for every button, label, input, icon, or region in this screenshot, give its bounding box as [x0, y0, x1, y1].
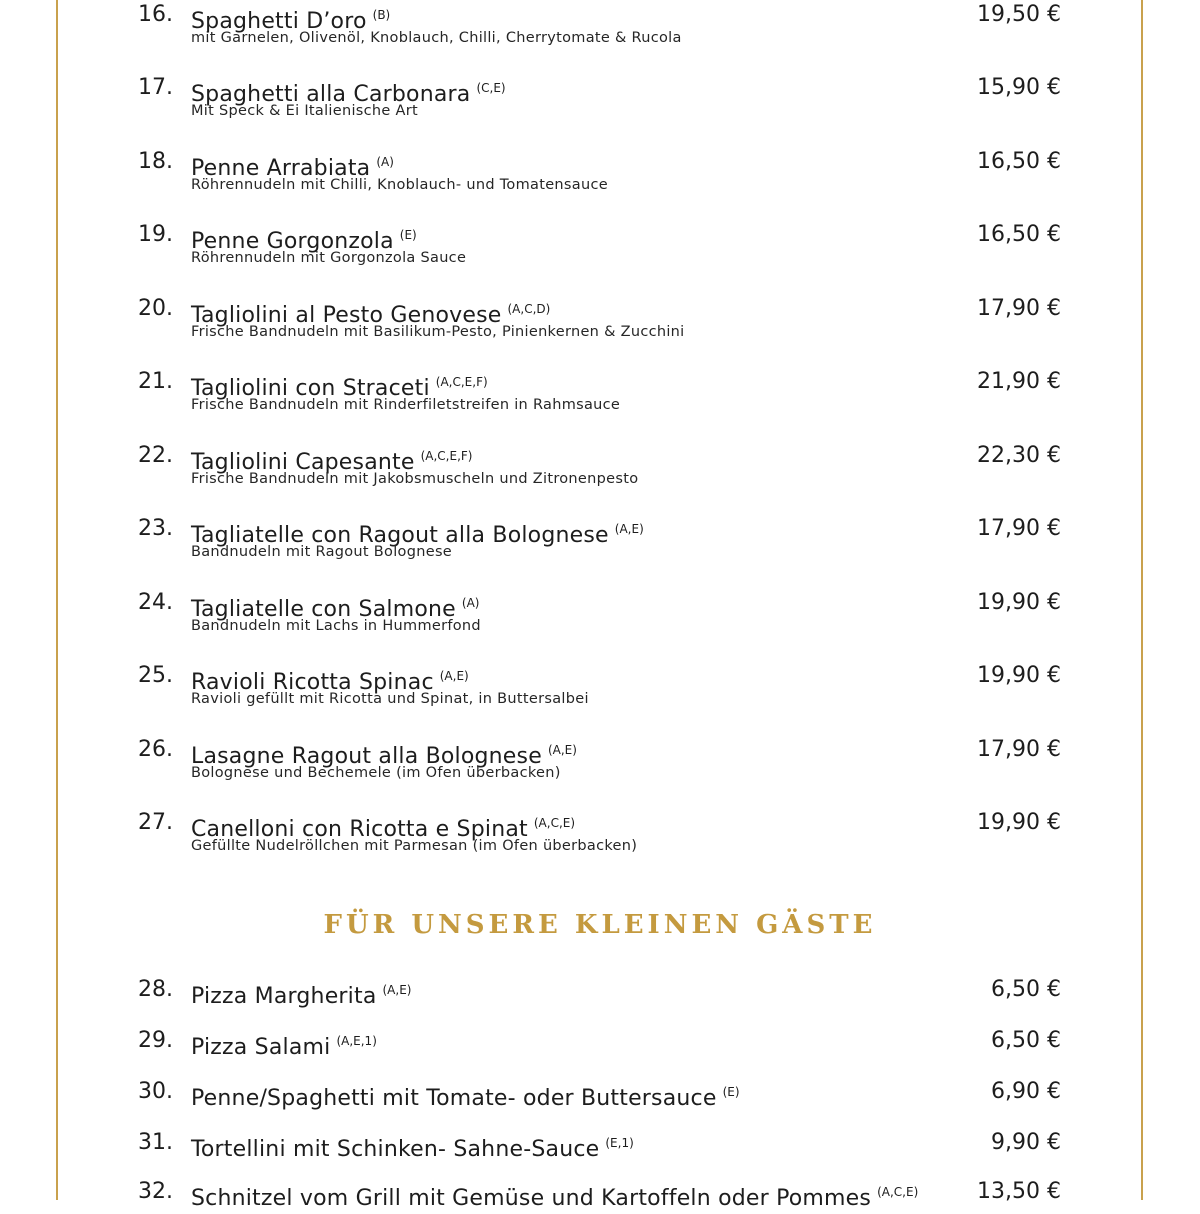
item-name-text: Pizza Margherita: [191, 984, 377, 1009]
item-number: 21.: [138, 369, 173, 394]
item-price: 16,50 €: [977, 222, 1061, 247]
item-number: 20.: [138, 296, 173, 321]
item-number: 31.: [138, 1130, 173, 1155]
item-price: 19,90 €: [977, 810, 1061, 835]
item-name-text: Penne Arrabiata: [191, 156, 371, 181]
item-name-text: Tagliatelle con Salmone: [191, 597, 456, 622]
item-description: Ravioli gefüllt mit Ricotta und Spinat, in Buttersalbei: [191, 691, 589, 707]
item-name-text: Tagliatelle con Ragout alla Bolognese: [191, 523, 609, 548]
item-price: 17,90 €: [977, 516, 1061, 541]
item-allergens: (A,C,E): [533, 816, 576, 830]
item-price: 17,90 €: [977, 296, 1061, 321]
item-description: Röhrennudeln mit Gorgonzola Sauce: [191, 250, 467, 266]
item-number: 32.: [138, 1179, 173, 1204]
item-price: 6,50 €: [991, 977, 1061, 1002]
item-name-text: Tagliolini al Pesto Genovese: [191, 303, 502, 328]
item-name-text: Spaghetti alla Carbonara: [191, 82, 471, 107]
item-allergens: (A,C,E,F): [435, 375, 488, 389]
item-number: 18.: [138, 149, 173, 174]
item-allergens: (C,E): [476, 81, 506, 95]
item-name-text: Tortellini mit Schinken- Sahne-Sauce: [191, 1137, 600, 1162]
item-description: Mit Speck & Ei Italienische Art: [191, 103, 419, 119]
item-number: 30.: [138, 1079, 173, 1104]
item-allergens: (A): [461, 596, 480, 610]
item-name: [191, 1077, 740, 1114]
item-price: 19,90 €: [977, 663, 1061, 688]
item-name: [191, 1026, 377, 1063]
item-number: 29.: [138, 1028, 173, 1053]
item-number: 25.: [138, 663, 173, 688]
item-number: 17.: [138, 75, 173, 100]
item-name-text: Tagliolini con Straceti: [191, 376, 430, 401]
item-price: 9,90 €: [991, 1130, 1061, 1155]
item-number: 26.: [138, 737, 173, 762]
item-number: 22.: [138, 443, 173, 468]
item-allergens: (A,C,E,F): [420, 449, 473, 463]
item-name-text: Tagliolini Capesante: [191, 450, 415, 475]
item-allergens: (A,E): [439, 669, 469, 683]
item-allergens: (A,C,D): [507, 302, 551, 316]
item-allergens: (A,E): [382, 983, 412, 997]
item-price: 21,90 €: [977, 369, 1061, 394]
item-name-text: Canelloni con Ricotta e Spinat: [191, 817, 528, 842]
item-description: Gefüllte Nudelröllchen mit Parmesan (im Ofen überbacken): [191, 838, 638, 854]
item-allergens: (A,E): [614, 522, 644, 536]
item-name-text: Ravioli Ricotta Spinac: [191, 670, 434, 695]
menu-frame-right-border: [1141, 0, 1143, 1200]
item-number: 19.: [138, 222, 173, 247]
item-price: 15,90 €: [977, 75, 1061, 100]
item-price: 13,50 €: [977, 1179, 1061, 1204]
item-price: 6,50 €: [991, 1028, 1061, 1053]
item-description: Frische Bandnudeln mit Rinderfiletstreifen in Rahmsauce: [191, 397, 621, 413]
item-name: [191, 1128, 634, 1165]
item-allergens: (E): [722, 1085, 740, 1099]
section-title-kids: FÜR UNSERE KLEINEN GÄSTE: [323, 910, 877, 940]
item-allergens: (A,C,E): [877, 1185, 919, 1199]
item-allergens: (E): [399, 228, 417, 242]
item-description: Röhrennudeln mit Chilli, Knoblauch- und Tomatensauce: [191, 177, 608, 193]
menu-frame-left-border: [56, 0, 58, 1200]
item-description: mit Garnelen, Olivenöl, Knoblauch, Chilli, Cherrytomate & Rucola: [191, 30, 682, 46]
item-name-text: Pizza Salami: [191, 1035, 331, 1060]
item-allergens: (A,E,1): [336, 1034, 377, 1048]
item-price: 19,50 €: [977, 2, 1061, 27]
item-allergens: (B): [372, 8, 391, 22]
item-description: Bandnudeln mit Lachs in Hummerfond: [191, 618, 481, 634]
item-price: 6,90 €: [991, 1079, 1061, 1104]
item-name-text: Penne Gorgonzola: [191, 229, 394, 254]
item-name-text: Schnitzel vom Grill mit Gemüse und Kartoffeln oder Pommes: [191, 1186, 872, 1211]
item-allergens: (A): [376, 155, 394, 169]
item-price: 22,30 €: [977, 443, 1061, 468]
item-price: 16,50 €: [977, 149, 1061, 174]
item-name-text: Penne/Spaghetti mit Tomate- oder Buttersauce: [191, 1086, 717, 1111]
item-name-text: Spaghetti D’oro: [191, 9, 367, 34]
item-number: 16.: [138, 2, 173, 27]
item-allergens: (E,1): [605, 1136, 634, 1150]
item-name: [191, 975, 411, 1012]
item-price: 17,90 €: [977, 737, 1061, 762]
item-number: 24.: [138, 590, 173, 615]
item-name-text: Lasagne Ragout alla Bolognese: [191, 744, 542, 769]
item-number: 28.: [138, 977, 173, 1002]
item-description: Bolognese und Bechemele (im Ofen überbacken): [191, 765, 561, 781]
item-name: [191, 1177, 918, 1214]
item-number: 23.: [138, 516, 173, 541]
item-price: 19,90 €: [977, 590, 1061, 615]
item-allergens: (A,E): [547, 743, 577, 757]
item-description: Frische Bandnudeln mit Basilikum-Pesto, Pinienkernen & Zucchini: [191, 324, 685, 340]
item-number: 27.: [138, 810, 173, 835]
item-description: Bandnudeln mit Ragout Bolognese: [191, 544, 453, 560]
item-description: Frische Bandnudeln mit Jakobsmuscheln und Zitronenpesto: [191, 471, 639, 487]
